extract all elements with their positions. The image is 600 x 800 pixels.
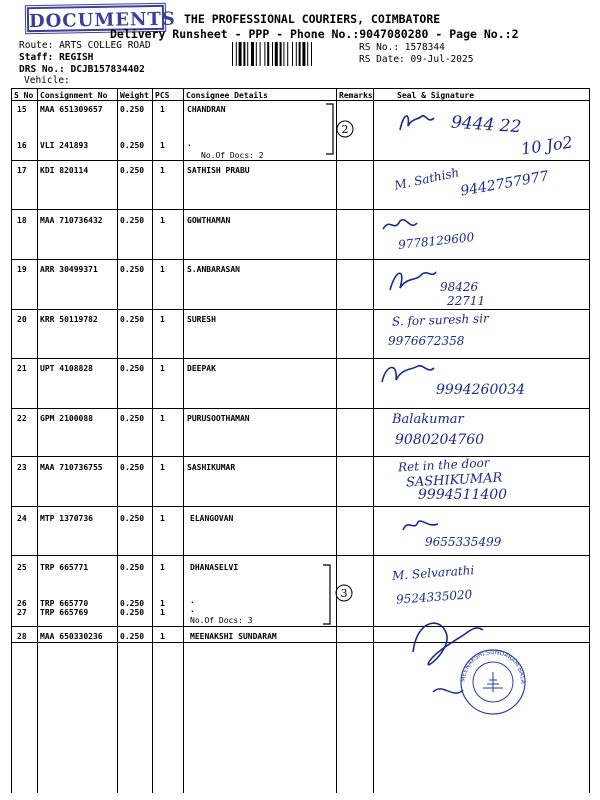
consignment-cell: GPM 2100088 [40,414,93,423]
barcode-bar [280,42,282,66]
staff-line [19,52,93,63]
barcode-bar [239,42,242,66]
drs-line [19,64,145,75]
sno-cell: 19 [17,265,27,274]
col-header-sno: S No [14,91,34,100]
pcs-cell: 1 [160,599,165,608]
handwritten-phone: 9524335020 [395,587,473,607]
weight-cell: 0.250 [120,514,145,523]
handwritten-name: Balakumar [392,412,464,427]
pcs-cell: 1 [160,632,165,641]
consignee-cell: PURUSOOTHAMAN [187,414,250,423]
row-divider [11,209,589,210]
consignee-cell: ELANGOVAN [190,514,234,523]
handwritten-phone: 9994511400 [418,487,508,503]
handwritten-name: M. Selvarathi [391,563,475,583]
barcode-bar [247,42,248,66]
pcs-cell: 1 [160,105,165,114]
consignee-cell: DEEPAK [187,364,216,373]
rs-date-label: RS Date: [359,54,405,65]
row-divider [11,408,589,409]
group-number: 2 [341,123,349,136]
sno-cell: 16 [17,141,27,150]
group-bracket-mark [318,562,360,628]
signature-scribble [378,360,436,390]
route-line [19,40,151,51]
handwritten-name: SASHIKUMAR [405,470,503,491]
weight-cell: 0.250 [120,166,145,175]
signature-scribble [380,213,420,237]
drs-value: DCJB157834402 [70,64,145,75]
barcode-bar [307,42,308,66]
pcs-cell: 1 [160,514,165,523]
col-border [152,88,153,793]
seal-stamp [403,612,533,722]
weight-cell: 0.250 [120,141,145,150]
barcode-bar [267,42,269,66]
staff-value: REGISH [59,52,94,63]
drs-label: DRS No.: [19,64,65,75]
barcode-bar [287,42,288,66]
signature-scribble [400,514,440,536]
pcs-cell: 1 [160,364,165,373]
consignment-cell: MAA 650330236 [40,632,103,641]
row-divider [11,309,589,310]
handwritten-phone: 9442757977 [459,168,550,200]
runsheet-subtitle: Delivery Runsheet - PPP - Phone No.:9047080280 - Page No.:2 [110,27,519,41]
consignment-cell: ARR 30499371 [40,265,98,274]
sno-cell: 23 [17,463,27,472]
weight-cell: 0.250 [120,364,145,373]
rs-no-label: RS No.: [359,42,400,53]
col-header-weight: Weight [120,91,149,100]
seal-text: MEENAKSHI SUNDARAM BALA [459,648,527,684]
consignment-cell: TRP 665771 [40,563,89,572]
barcode-bar [275,42,278,66]
col-header-seal: Seal & Signature [397,91,475,100]
sno-cell: 28 [17,632,27,641]
barcode-bar [272,42,273,66]
consignee-cell: GOWTHAMAN [187,216,231,225]
col-border [37,88,38,793]
group-bracket-mark [320,100,360,160]
weight-cell: 0.250 [120,632,145,641]
pcs-cell: 1 [160,315,165,324]
signature-scribble [396,108,436,138]
col-border [373,88,374,793]
consignment-cell: MAA 651309657 [40,105,103,114]
barcode-bar [243,42,245,66]
col-border [589,88,590,793]
sno-cell: 26 [17,599,27,608]
barcode-image [231,42,349,66]
consignee-cell: . [190,605,195,614]
barcode-bar [232,42,233,66]
col-border [117,88,118,793]
handwritten-note: S. for suresh sir [391,311,490,329]
rs-date-line [359,54,473,65]
consignee-cell: S.ANBARASAN [187,265,240,274]
pcs-cell: 1 [160,563,165,572]
pcs-cell: 1 [160,141,165,150]
signature-scribble [386,262,438,298]
vehicle-label: Vehicle: [24,75,70,86]
consignee-cell: SATHISH PRABU [187,166,250,175]
rs-no-value: 1578344 [404,42,445,53]
consignment-cell: MTP 1370736 [40,514,93,523]
sno-cell: 24 [17,514,27,523]
row-divider [11,358,589,359]
barcode-bar [283,42,284,66]
handwritten-phone: 9444 22 [450,112,522,138]
handwritten-note: Ret in the door [397,455,490,475]
barcode-bar [260,42,261,66]
route-value: ARTS COLLEG ROAD [59,40,151,51]
col-header-remarks: Remarks [339,91,373,100]
consignment-cell: TRP 665770 [40,599,89,608]
weight-cell: 0.250 [120,563,145,572]
row-divider [11,506,589,507]
pcs-cell: 1 [160,608,165,617]
sno-cell: 21 [17,364,27,373]
handwritten-phone: 22711 [447,294,486,308]
handwritten-phone: 9778129600 [397,230,475,252]
consignee-cell: . [187,139,192,148]
row-divider [11,259,589,260]
barcode-bar [264,42,265,66]
barcode-bar [302,42,305,66]
pcs-cell: 1 [160,166,165,175]
handwritten-name: M. Sathish [393,165,461,193]
group-number: 3 [340,587,348,600]
row-divider [11,160,589,161]
staff-label: Staff: [19,52,54,63]
weight-cell: 0.250 [120,599,145,608]
sno-cell: 20 [17,315,27,324]
rs-date-value: 09-Jul-2025 [410,54,474,65]
barcode-bar [292,42,293,66]
weight-cell: 0.250 [120,463,145,472]
consignment-cell: MAA 710736432 [40,216,103,225]
consignee-cell: SURESH [187,315,216,324]
sno-cell: 18 [17,216,27,225]
handwritten-phone: 9976672358 [388,334,465,348]
weight-cell: 0.250 [120,216,145,225]
consignee-cell: . [190,596,195,605]
rs-no-line [359,42,445,53]
col-header-consignee: Consignee Details [186,91,268,100]
docs-count-note: No.Of Docs: 3 [190,616,253,625]
docs-count-note: No.Of Docs: 2 [201,151,264,160]
route-label: Route: [19,40,54,51]
col-border [11,88,12,793]
barcode-bar [311,42,312,66]
consignment-cell: MAA 710736755 [40,463,103,472]
consignee-cell: CHANDRAN [187,105,226,114]
pcs-cell: 1 [160,265,165,274]
sno-cell: 22 [17,414,27,423]
handwritten-phone: 98426 [440,280,479,294]
weight-cell: 0.250 [120,608,145,617]
sno-cell: 15 [17,105,27,114]
col-header-consignment: Consignment No [40,91,108,100]
col-border [336,88,337,793]
consignment-cell: UPT 4108828 [40,364,93,373]
weight-cell: 0.250 [120,315,145,324]
consignment-cell: KRR 50119782 [40,315,98,324]
pcs-cell: 1 [160,463,165,472]
barcode-bar [296,42,297,66]
handwritten-phone: 9080204760 [395,432,485,448]
table-top-border [11,88,589,89]
weight-cell: 0.250 [120,265,145,274]
barcode-bar [236,42,237,66]
pcs-cell: 1 [160,216,165,225]
handwritten-time: 10 Jo2 [519,132,574,159]
pcs-cell: 1 [160,414,165,423]
table-header-border [11,100,589,101]
sno-cell: 17 [17,166,27,175]
company-title: THE PROFESSIONAL COURIERS, COIMBATORE [184,12,441,26]
weight-cell: 0.250 [120,105,145,114]
barcode-bar [256,42,257,66]
col-border [183,88,184,793]
barcode-bar [299,42,301,66]
col-header-pcs: PCS [155,91,170,100]
consignment-cell: VLI 241893 [40,141,89,150]
consignment-cell: KDI 820114 [40,166,89,175]
consignee-cell: SASHIKUMAR [187,463,236,472]
handwritten-phone: 9655335499 [425,535,502,549]
row-divider [11,555,589,556]
sno-cell: 25 [17,563,27,572]
sno-cell: 27 [17,608,27,617]
consignment-cell: TRP 665769 [40,608,89,617]
consignee-cell: DHANASELVI [190,563,239,572]
weight-cell: 0.250 [120,414,145,423]
consignee-cell: MEENAKSHI SUNDARAM [190,632,277,641]
handwritten-phone: 9994260034 [436,382,526,398]
row-divider [11,456,589,457]
barcode-bar [251,42,254,66]
documents-stamp: DOCUMENTS [27,5,164,32]
